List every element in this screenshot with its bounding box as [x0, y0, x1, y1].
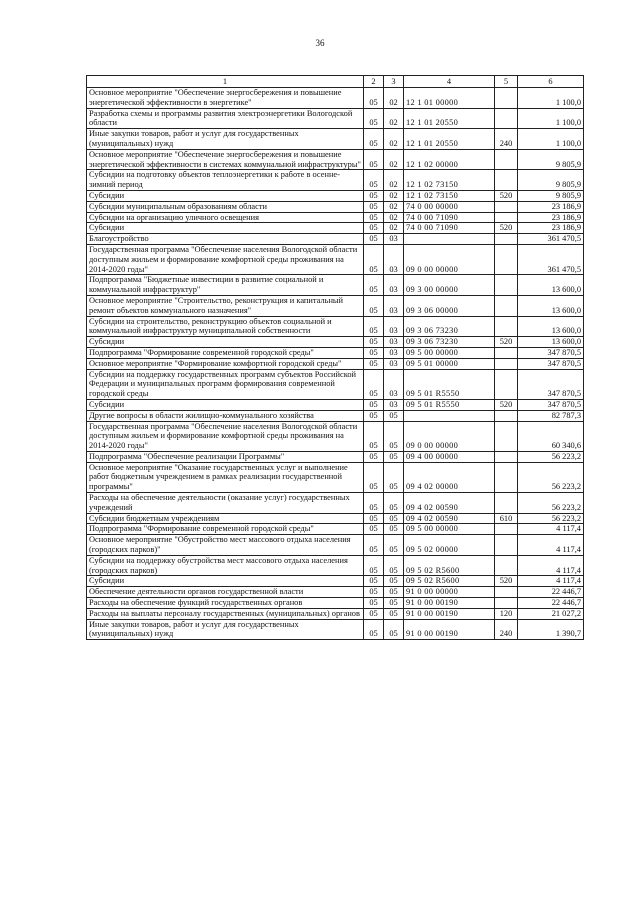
- section-code-cell: 05: [364, 295, 384, 316]
- table-row: [87, 608, 584, 619]
- expense-name-cell: Субсидии на организацию уличного освещения: [87, 212, 364, 223]
- table-row: [87, 535, 584, 556]
- amount-cell: 1 100,0: [518, 108, 584, 129]
- subsection-code-cell: 03: [384, 275, 404, 296]
- subsection-code-cell: 05: [384, 598, 404, 609]
- subsection-code-cell: 03: [384, 369, 404, 399]
- expense-name-cell: Субсидии бюджетным учреждениям: [87, 513, 364, 524]
- subsection-code-cell: 02: [384, 108, 404, 129]
- target-article-cell: 12 1 01 00000: [404, 88, 495, 109]
- expense-name-cell: Благоустройство: [87, 234, 364, 245]
- table-row: [87, 451, 584, 462]
- subsection-code-cell: 03: [384, 358, 404, 369]
- amount-cell: 56 223,2: [518, 493, 584, 514]
- amount-cell: 13 600,0: [518, 275, 584, 296]
- section-code-cell: 05: [364, 451, 384, 462]
- expense-type-cell: [495, 170, 518, 191]
- section-code-cell: 05: [364, 170, 384, 191]
- amount-cell: 13 600,0: [518, 337, 584, 348]
- expense-name-cell: Расходы на обеспечение функций государственных органов: [87, 598, 364, 609]
- subsection-code-cell: 05: [384, 619, 404, 640]
- table-row: [87, 149, 584, 170]
- table-row: [87, 421, 584, 451]
- expense-type-cell: [495, 295, 518, 316]
- table-row: [87, 201, 584, 212]
- table-row: [87, 619, 584, 640]
- amount-cell: 22 446,7: [518, 598, 584, 609]
- target-article-cell: 09 5 01 R5550: [404, 369, 495, 399]
- expense-type-cell: [495, 212, 518, 223]
- amount-cell: 347 870,5: [518, 347, 584, 358]
- table-row: [87, 555, 584, 576]
- expense-type-cell: [495, 88, 518, 109]
- amount-cell: 9 805,9: [518, 149, 584, 170]
- target-article-cell: 09 5 00 00000: [404, 524, 495, 535]
- section-code-cell: 05: [364, 608, 384, 619]
- expense-name-cell: Субсидии: [87, 190, 364, 201]
- subsection-code-cell: 05: [384, 410, 404, 421]
- expense-name-cell: Подпрограмма "Формирование современной городской среды": [87, 347, 364, 358]
- expense-name-cell: Разработка схемы и программы развития электроэнергетики Вологодской области: [87, 108, 364, 129]
- expense-type-cell: [495, 358, 518, 369]
- target-article-cell: 74 0 00 71090: [404, 223, 495, 234]
- subsection-code-cell: 05: [384, 587, 404, 598]
- amount-cell: 347 870,5: [518, 369, 584, 399]
- target-article-cell: 74 0 00 00000: [404, 201, 495, 212]
- section-code-cell: 05: [364, 462, 384, 492]
- expense-type-cell: [495, 201, 518, 212]
- expense-type-cell: [495, 347, 518, 358]
- subsection-code-cell: 02: [384, 149, 404, 170]
- amount-cell: 9 805,9: [518, 170, 584, 191]
- table-row: [87, 598, 584, 609]
- section-code-cell: 05: [364, 399, 384, 410]
- subsection-code-cell: 03: [384, 337, 404, 348]
- expense-type-cell: [495, 493, 518, 514]
- subsection-code-cell: 05: [384, 576, 404, 587]
- expense-name-cell: Субсидии: [87, 399, 364, 410]
- target-article-cell: 12 1 01 20550: [404, 129, 495, 150]
- expense-name-cell: Другие вопросы в области жилищно-коммунального хозяйства: [87, 410, 364, 421]
- expense-name-cell: Субсидии на поддержку обустройства мест массового отдыха населения (городских парков): [87, 555, 364, 576]
- expense-name-cell: Субсидии муниципальным образованиям области: [87, 201, 364, 212]
- table-header-row: [87, 76, 584, 88]
- expense-type-cell: 120: [495, 608, 518, 619]
- expense-type-cell: [495, 421, 518, 451]
- table-row: [87, 212, 584, 223]
- amount-cell: 21 027,2: [518, 608, 584, 619]
- section-code-cell: 05: [364, 513, 384, 524]
- expense-type-cell: [495, 451, 518, 462]
- subsection-code-cell: 05: [384, 535, 404, 556]
- subsection-code-cell: 02: [384, 88, 404, 109]
- amount-cell: 82 787,3: [518, 410, 584, 421]
- subsection-code-cell: 05: [384, 493, 404, 514]
- expense-name-cell: Субсидии на строительство, реконструкцию объектов социальной и коммунальной инфраструктур муниципальной собственности: [87, 316, 364, 337]
- table-row: [87, 129, 584, 150]
- section-code-cell: 05: [364, 619, 384, 640]
- expense-name-cell: Основное мероприятие "Оказание государственных услуг и выполнение работ бюджетным учреждением в рамках реализации государственной программы": [87, 462, 364, 492]
- expense-type-cell: 240: [495, 619, 518, 640]
- subsection-code-cell: 05: [384, 513, 404, 524]
- target-article-cell: 12 1 02 73150: [404, 190, 495, 201]
- expense-type-cell: [495, 410, 518, 421]
- table-row: [87, 337, 584, 348]
- expense-name-cell: Основное мероприятие "Обустройство мест массового отдыха населения (городских парков)": [87, 535, 364, 556]
- target-article-cell: 12 1 02 00000: [404, 149, 495, 170]
- expense-type-cell: 520: [495, 223, 518, 234]
- table-row: [87, 244, 584, 274]
- amount-cell: 13 600,0: [518, 316, 584, 337]
- section-code-cell: 05: [364, 493, 384, 514]
- expense-type-cell: [495, 275, 518, 296]
- expense-name-cell: Субсидии на подготовку объектов теплоэнергетики к работе в осенне-зимний период: [87, 170, 364, 191]
- section-code-cell: 05: [364, 244, 384, 274]
- target-article-cell: 12 1 02 73150: [404, 170, 495, 191]
- subsection-code-cell: 02: [384, 170, 404, 191]
- expense-name-cell: Основное мероприятие "Формирование комфортной городской среды": [87, 358, 364, 369]
- expense-name-cell: Основное мероприятие "Строительство, реконструкция и капитальный ремонт объектов коммунального назначения": [87, 295, 364, 316]
- expense-name-cell: Иные закупки товаров, работ и услуг для государственных (муниципальных) нужд: [87, 619, 364, 640]
- target-article-cell: 74 0 00 71090: [404, 212, 495, 223]
- amount-cell: 56 223,2: [518, 462, 584, 492]
- section-code-cell: 05: [364, 201, 384, 212]
- header-col-3: 3: [384, 76, 404, 88]
- amount-cell: 60 340,6: [518, 421, 584, 451]
- expense-name-cell: Подпрограмма "Формирование современной городской среды": [87, 524, 364, 535]
- expense-name-cell: Государственная программа "Обеспечение населения Вологодской области доступным жильем и формирование комфортной среды проживания на 2014-2020 годы": [87, 244, 364, 274]
- section-code-cell: 05: [364, 555, 384, 576]
- table-row: [87, 347, 584, 358]
- target-article-cell: 09 0 00 00000: [404, 244, 495, 274]
- expense-name-cell: Субсидии на поддержку государственных программ субъектов Российской Федерации и муниципальных программ формирования современной городской среды: [87, 369, 364, 399]
- amount-cell: 347 870,5: [518, 358, 584, 369]
- expense-type-cell: [495, 555, 518, 576]
- amount-cell: 9 805,9: [518, 190, 584, 201]
- subsection-code-cell: 03: [384, 234, 404, 245]
- amount-cell: 56 223,2: [518, 451, 584, 462]
- target-article-cell: 09 3 06 73230: [404, 337, 495, 348]
- subsection-code-cell: 03: [384, 244, 404, 274]
- target-article-cell: 09 3 06 00000: [404, 295, 495, 316]
- section-code-cell: 05: [364, 337, 384, 348]
- subsection-code-cell: 05: [384, 451, 404, 462]
- expense-type-cell: 240: [495, 129, 518, 150]
- target-article-cell: 09 5 02 00000: [404, 535, 495, 556]
- page-number: 36: [315, 38, 325, 48]
- section-code-cell: 05: [364, 598, 384, 609]
- section-code-cell: 05: [364, 149, 384, 170]
- table-row: [87, 316, 584, 337]
- subsection-code-cell: 05: [384, 608, 404, 619]
- section-code-cell: 05: [364, 369, 384, 399]
- amount-cell: 4 117,4: [518, 555, 584, 576]
- target-article-cell: [404, 234, 495, 245]
- section-code-cell: 05: [364, 347, 384, 358]
- table-row: [87, 275, 584, 296]
- table-row: [87, 513, 584, 524]
- budget-table: [86, 75, 584, 640]
- target-article-cell: 09 5 02 R5600: [404, 576, 495, 587]
- header-col-6: 6: [518, 76, 584, 88]
- section-code-cell: 05: [364, 535, 384, 556]
- section-code-cell: 05: [364, 358, 384, 369]
- section-code-cell: 05: [364, 223, 384, 234]
- section-code-cell: 05: [364, 234, 384, 245]
- target-article-cell: 09 4 02 00000: [404, 462, 495, 492]
- amount-cell: 4 117,4: [518, 576, 584, 587]
- subsection-code-cell: 05: [384, 462, 404, 492]
- expense-name-cell: Основное мероприятие "Обеспечение энергосбережения и повышение энергетической эффективности в системах коммунальной инфраструктуры": [87, 149, 364, 170]
- subsection-code-cell: 05: [384, 555, 404, 576]
- expense-name-cell: Субсидии: [87, 576, 364, 587]
- expense-name-cell: Расходы на обеспечение деятельности (оказание услуг) государственных учреждений: [87, 493, 364, 514]
- target-article-cell: [404, 410, 495, 421]
- expense-type-cell: [495, 316, 518, 337]
- expense-name-cell: Обеспечение деятельности органов государственной власти: [87, 587, 364, 598]
- target-article-cell: 09 3 06 73230: [404, 316, 495, 337]
- target-article-cell: 09 5 01 00000: [404, 358, 495, 369]
- target-article-cell: 09 5 00 00000: [404, 347, 495, 358]
- subsection-code-cell: 03: [384, 347, 404, 358]
- table-row: [87, 108, 584, 129]
- expense-name-cell: Подпрограмма "Обеспечение реализации Программы": [87, 451, 364, 462]
- amount-cell: 22 446,7: [518, 587, 584, 598]
- section-code-cell: 05: [364, 212, 384, 223]
- amount-cell: 23 186,9: [518, 201, 584, 212]
- amount-cell: 13 600,0: [518, 295, 584, 316]
- subsection-code-cell: 02: [384, 201, 404, 212]
- amount-cell: 361 470,5: [518, 234, 584, 245]
- amount-cell: 1 390,7: [518, 619, 584, 640]
- expense-type-cell: [495, 524, 518, 535]
- expense-type-cell: [495, 149, 518, 170]
- table-row: [87, 88, 584, 109]
- section-code-cell: 05: [364, 587, 384, 598]
- target-article-cell: 09 4 02 00590: [404, 493, 495, 514]
- expense-name-cell: Расходы на выплаты персоналу государственных (муниципальных) органов: [87, 608, 364, 619]
- expense-type-cell: 520: [495, 337, 518, 348]
- target-article-cell: 09 4 02 00590: [404, 513, 495, 524]
- amount-cell: 56 223,2: [518, 513, 584, 524]
- expense-type-cell: 520: [495, 190, 518, 201]
- header-col-1: 1: [87, 76, 364, 88]
- table-row: [87, 587, 584, 598]
- amount-cell: 1 100,0: [518, 88, 584, 109]
- expense-type-cell: [495, 535, 518, 556]
- target-article-cell: 91 0 00 00190: [404, 619, 495, 640]
- table-row: [87, 524, 584, 535]
- expense-type-cell: [495, 598, 518, 609]
- section-code-cell: 05: [364, 410, 384, 421]
- section-code-cell: 05: [364, 524, 384, 535]
- expense-name-cell: Субсидии: [87, 337, 364, 348]
- subsection-code-cell: 02: [384, 212, 404, 223]
- expense-name-cell: Подпрограмма "Бюджетные инвестиции в развитие социальной и коммунальной инфраструктур": [87, 275, 364, 296]
- section-code-cell: 05: [364, 421, 384, 451]
- table-row: [87, 223, 584, 234]
- expense-type-cell: [495, 234, 518, 245]
- amount-cell: 23 186,9: [518, 223, 584, 234]
- expense-name-cell: Субсидии: [87, 223, 364, 234]
- amount-cell: 4 117,4: [518, 524, 584, 535]
- target-article-cell: 09 0 00 00000: [404, 421, 495, 451]
- expense-type-cell: 610: [495, 513, 518, 524]
- table-row: [87, 358, 584, 369]
- target-article-cell: 12 1 01 20550: [404, 108, 495, 129]
- section-code-cell: 05: [364, 275, 384, 296]
- section-code-cell: 05: [364, 576, 384, 587]
- table-row: [87, 170, 584, 191]
- header-col-5: 5: [495, 76, 518, 88]
- table-row: [87, 234, 584, 245]
- target-article-cell: 91 0 00 00190: [404, 608, 495, 619]
- section-code-cell: 05: [364, 316, 384, 337]
- target-article-cell: 91 0 00 00190: [404, 598, 495, 609]
- table-row: [87, 190, 584, 201]
- amount-cell: 361 470,5: [518, 244, 584, 274]
- amount-cell: 23 186,9: [518, 212, 584, 223]
- subsection-code-cell: 02: [384, 223, 404, 234]
- amount-cell: 1 100,0: [518, 129, 584, 150]
- target-article-cell: 09 4 00 00000: [404, 451, 495, 462]
- expense-type-cell: [495, 369, 518, 399]
- expense-name-cell: Государственная программа "Обеспечение населения Вологодской области доступным жильем и формирование комфортной среды проживания на 2014-2020 годы": [87, 421, 364, 451]
- subsection-code-cell: 03: [384, 316, 404, 337]
- expense-type-cell: [495, 244, 518, 274]
- subsection-code-cell: 05: [384, 524, 404, 535]
- subsection-code-cell: 02: [384, 190, 404, 201]
- expense-type-cell: [495, 108, 518, 129]
- table-row: [87, 369, 584, 399]
- expense-name-cell: Иные закупки товаров, работ и услуг для государственных (муниципальных) нужд: [87, 129, 364, 150]
- table-row: [87, 462, 584, 492]
- table-row: [87, 576, 584, 587]
- target-article-cell: 91 0 00 00000: [404, 587, 495, 598]
- target-article-cell: 09 5 02 R5600: [404, 555, 495, 576]
- section-code-cell: 05: [364, 108, 384, 129]
- subsection-code-cell: 05: [384, 421, 404, 451]
- subsection-code-cell: 03: [384, 399, 404, 410]
- expense-type-cell: 520: [495, 399, 518, 410]
- expense-type-cell: [495, 587, 518, 598]
- expense-name-cell: Основное мероприятие "Обеспечение энергосбережения и повышение энергетической эффективности в энергетике": [87, 88, 364, 109]
- table-row: [87, 295, 584, 316]
- subsection-code-cell: 02: [384, 129, 404, 150]
- target-article-cell: 09 5 01 R5550: [404, 399, 495, 410]
- table-row: [87, 493, 584, 514]
- table-row: [87, 410, 584, 421]
- section-code-cell: 05: [364, 129, 384, 150]
- amount-cell: 4 117,4: [518, 535, 584, 556]
- expense-type-cell: [495, 462, 518, 492]
- header-col-4: 4: [404, 76, 495, 88]
- amount-cell: 347 870,5: [518, 399, 584, 410]
- subsection-code-cell: 03: [384, 295, 404, 316]
- section-code-cell: 05: [364, 190, 384, 201]
- target-article-cell: 09 3 00 00000: [404, 275, 495, 296]
- table-row: [87, 399, 584, 410]
- expense-type-cell: 520: [495, 576, 518, 587]
- section-code-cell: 05: [364, 88, 384, 109]
- header-col-2: 2: [364, 76, 384, 88]
